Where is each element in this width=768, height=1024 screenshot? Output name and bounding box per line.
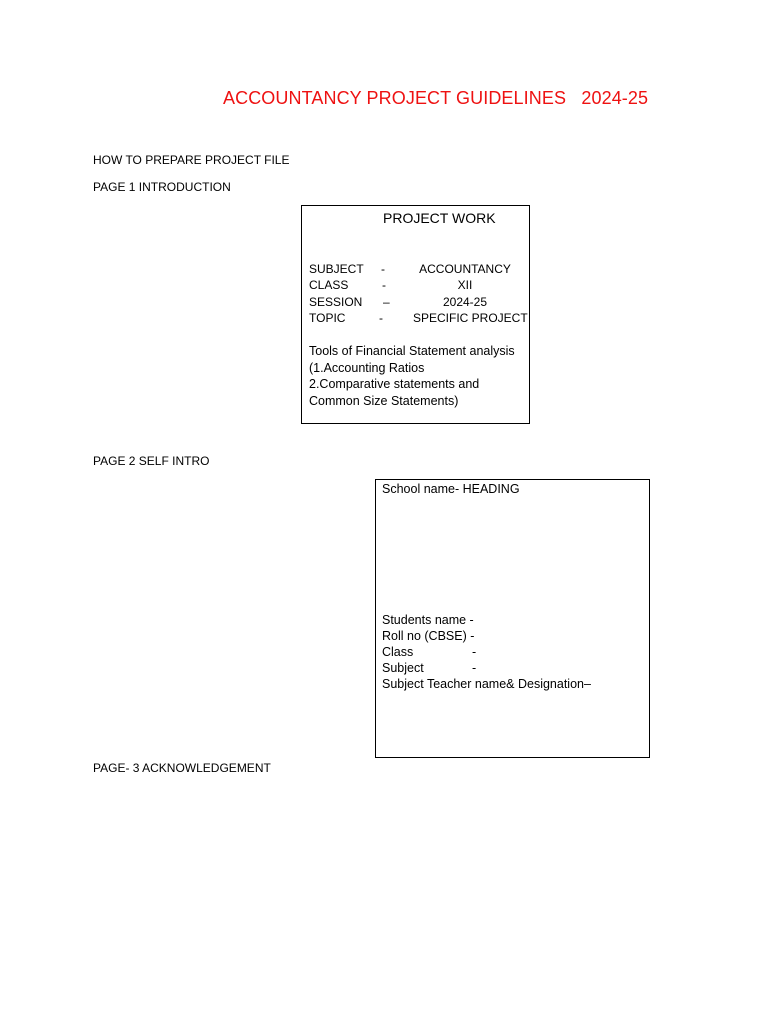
project-work-box xyxy=(301,205,530,424)
row-dash: – xyxy=(383,295,390,309)
roll-no-line: Roll no (CBSE) - xyxy=(382,629,475,643)
topic-line: 2.Comparative statements and xyxy=(309,377,480,391)
class-line xyxy=(382,645,642,661)
project-work-heading: PROJECT WORK xyxy=(383,210,496,226)
project-row-session xyxy=(309,295,524,311)
row-key: TOPIC xyxy=(309,311,346,325)
self-intro-box xyxy=(375,479,650,758)
row-key: CLASS xyxy=(309,278,349,292)
page1-label: PAGE 1 INTRODUCTION xyxy=(93,180,231,194)
topic-line: (1.Accounting Ratios xyxy=(309,360,425,375)
subject-line xyxy=(382,661,642,677)
how-to-heading: HOW TO PREPARE PROJECT FILE xyxy=(93,153,290,167)
row-dash: - xyxy=(472,661,477,675)
page3-label: PAGE- 3 ACKNOWLEDGEMENT xyxy=(93,761,271,775)
row-dash: - xyxy=(379,311,383,325)
topic-line: Common Size Statements) xyxy=(309,393,459,408)
project-row-class xyxy=(309,278,524,294)
row-value: SPECIFIC PROJECT xyxy=(413,311,528,325)
teacher-line: Subject Teacher name& Designation– xyxy=(382,677,591,691)
document-title: ACCOUNTANCY PROJECT GUIDELINES 2024-25 xyxy=(223,88,649,108)
row-key: SESSION xyxy=(309,295,363,309)
project-row-subject xyxy=(309,262,524,278)
row-key: SUBJECT xyxy=(309,262,364,276)
row-dash: - xyxy=(381,262,385,276)
row-dash: - xyxy=(382,278,386,292)
topic-line: Tools of Financial Statement analysis xyxy=(309,344,515,358)
row-value: XII xyxy=(457,278,473,292)
row-value: 2024-25 xyxy=(442,295,488,309)
project-row-topic xyxy=(309,311,528,327)
topic-description xyxy=(309,343,527,409)
row-key: Subject xyxy=(382,661,424,675)
school-name-heading: School name- HEADING xyxy=(382,482,520,496)
page2-label: PAGE 2 SELF INTRO xyxy=(93,454,210,468)
students-name-line: Students name - xyxy=(382,613,474,627)
row-value: ACCOUNTANCY xyxy=(419,262,511,276)
row-dash: - xyxy=(472,645,477,659)
row-key: Class xyxy=(382,645,414,659)
